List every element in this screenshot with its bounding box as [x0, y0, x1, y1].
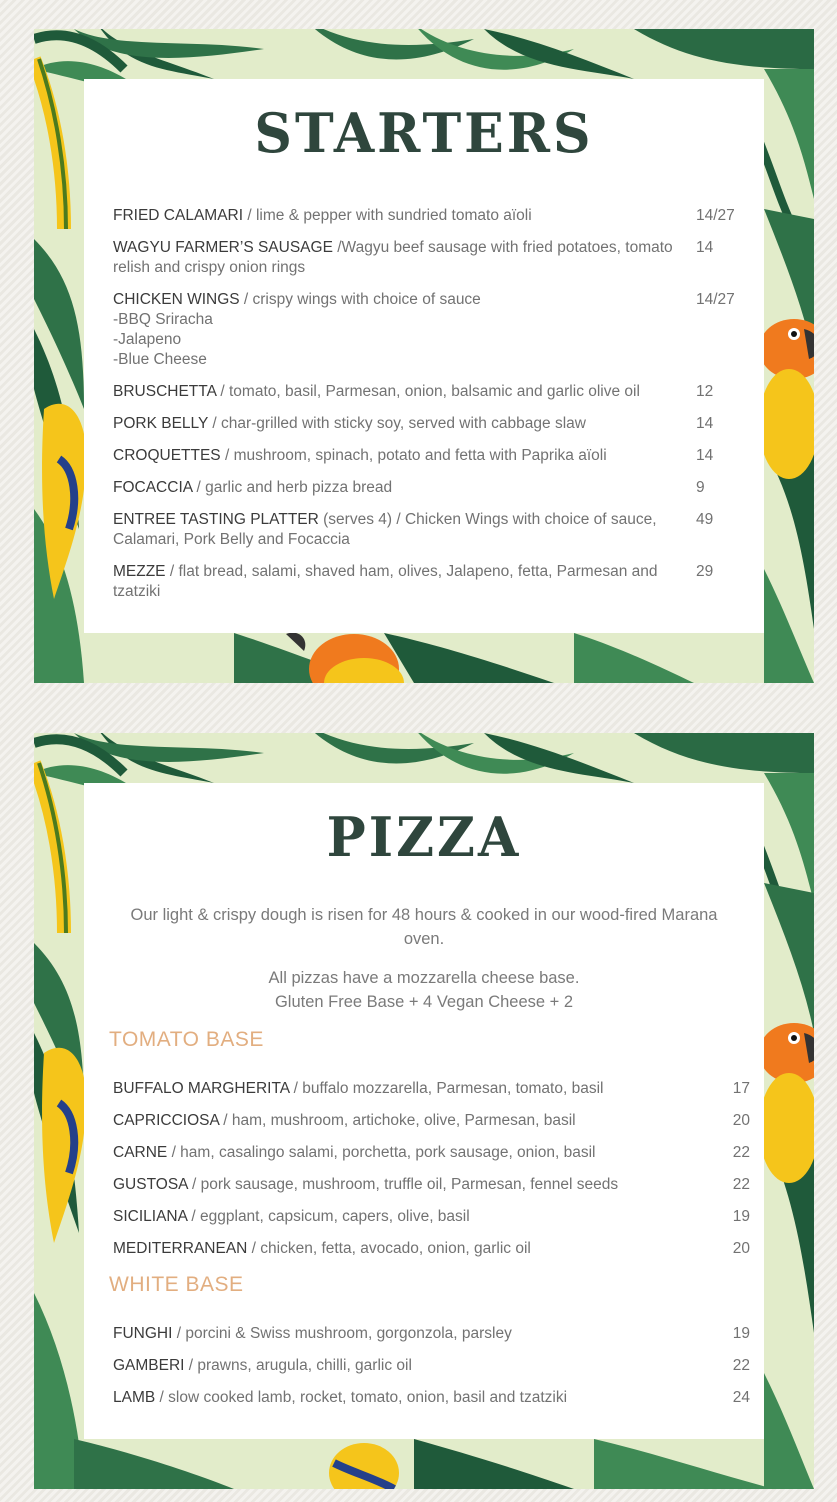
- menu-item-description: / ham, casalingo salami, porchetta, pork sausage, onion, basil: [167, 1144, 596, 1161]
- menu-item-price: 14/27: [696, 207, 735, 224]
- menu-item-price: 14: [696, 239, 714, 256]
- menu-item-description: / lime & pepper with sundried tomato aïoli: [243, 207, 532, 224]
- pizza-panel: [34, 733, 814, 1489]
- pizza-intro-dough: Our light & crispy dough is risen for 48 hours & cooked in our wood-fired Marana oven.: [130, 906, 718, 948]
- parrot-bottom: [329, 1443, 399, 1489]
- menu-item: [113, 1207, 753, 1227]
- menu-item-description: / buffalo mozzarella, Parmesan, tomato, basil: [289, 1080, 604, 1097]
- pizza-intro-extras: Gluten Free Base + 4 Vegan Cheese + 2: [274, 993, 574, 1011]
- pizza-intro-base: [114, 966, 734, 1014]
- menu-item-text: [113, 1175, 683, 1195]
- menu-item-description: / garlic and herb pizza bread: [192, 479, 393, 496]
- menu-item-description: / porcini & Swiss mushroom, gorgonzola, parsley: [172, 1325, 512, 1342]
- menu-item-description: / pork sausage, mushroom, truffle oil, Parmesan, fennel seeds: [187, 1176, 619, 1193]
- menu-item-price: 22: [732, 1176, 750, 1193]
- pizza-intro-base-line1: All pizzas have a mozzarella cheese base.: [268, 969, 580, 987]
- menu-item-text: [113, 1356, 683, 1376]
- menu-item-price: 12: [696, 383, 714, 400]
- menu-item: [113, 290, 753, 370]
- menu-item-name: FOCACCIA: [113, 479, 193, 496]
- menu-item-name: LAMB: [113, 1389, 156, 1406]
- menu-item-text: [113, 1207, 683, 1227]
- menu-item-text: [113, 290, 683, 370]
- menu-item-text: [113, 510, 683, 550]
- menu-item-price: 19: [732, 1325, 750, 1342]
- menu-item-price: 22: [732, 1357, 750, 1374]
- menu-item: [113, 1111, 753, 1131]
- menu-item-text: [113, 1388, 683, 1408]
- menu-item-name: CROQUETTES: [113, 447, 221, 464]
- menu-item-text: [113, 414, 683, 434]
- menu-item-text: [113, 1324, 683, 1344]
- menu-item-description: (serves 4) / Chicken Wings with choice of sauce, Calamari, Pork Belly and Focaccia: [113, 511, 657, 548]
- menu-item-description: / flat bread, salami, shaved ham, olives, Jalapeno, fetta, Parmesan and tzatziki: [113, 563, 658, 600]
- palm-leaf-top-center: [304, 29, 634, 79]
- starters-title: STARTERS: [254, 101, 594, 166]
- menu-item: [113, 414, 753, 434]
- palm-leaf-right: [764, 883, 814, 1489]
- menu-item-name: CAPRICCIOSA: [113, 1112, 219, 1129]
- menu-item-description: / tomato, basil, Parmesan, onion, balsamic and garlic olive oil: [216, 383, 640, 400]
- menu-item-description: / slow cooked lamb, rocket, tomato, onion, basil and tzatziki: [155, 1389, 568, 1406]
- menu-item: [113, 1356, 753, 1376]
- menu-item: [113, 238, 753, 278]
- menu-item: [113, 382, 753, 402]
- menu-item-name: PORK BELLY: [113, 415, 209, 432]
- menu-item-name: FUNGHI: [113, 1325, 173, 1342]
- menu-item: [113, 446, 753, 466]
- menu-item: [113, 562, 753, 602]
- menu-item-name: MEZZE: [113, 563, 166, 580]
- menu-item-text: [113, 562, 683, 602]
- menu-item: [113, 1079, 753, 1099]
- menu-item-description: / crispy wings with choice of sauce -BBQ Sriracha -Jalapeno -Blue Cheese: [113, 291, 481, 368]
- menu-item-price: 14: [696, 447, 714, 464]
- menu-item-price: 49: [696, 511, 714, 528]
- menu-item: [113, 478, 753, 498]
- menu-item-description: / prawns, arugula, chilli, garlic oil: [184, 1357, 412, 1374]
- menu-item-text: [113, 382, 683, 402]
- menu-item: [113, 510, 753, 550]
- menu-item-name: CARNE: [113, 1144, 168, 1161]
- menu-item-description: /Wagyu beef sausage with fried potatoes, tomato relish and crispy onion rings: [113, 239, 673, 276]
- menu-item-price: 20: [732, 1112, 750, 1129]
- menu-item-description: / ham, mushroom, artichoke, olive, Parmesan, basil: [218, 1112, 576, 1129]
- menu-item-price: 9: [696, 479, 705, 496]
- tomato-base-heading: TOMATO BASE: [109, 1028, 264, 1051]
- parrot-right: [759, 1023, 814, 1183]
- menu-item-name: MEDITERRANEAN: [113, 1240, 248, 1257]
- menu-item-price: 22: [732, 1144, 750, 1161]
- menu-item-price: 20: [732, 1240, 750, 1257]
- white-base-heading: WHITE BASE: [109, 1273, 244, 1296]
- menu-item-description: / chicken, fetta, avocado, onion, garlic oil: [247, 1240, 531, 1257]
- menu-item-text: [113, 446, 683, 466]
- pizza-title: PIZZA: [326, 805, 522, 870]
- menu-item: [113, 1388, 753, 1408]
- starters-card: [84, 79, 764, 633]
- starters-panel: [34, 29, 814, 683]
- menu-item-text: [113, 1079, 683, 1099]
- menu-item-name: BRUSCHETTA: [113, 383, 217, 400]
- menu-item-description: / mushroom, spinach, potato and fetta with Paprika aïoli: [220, 447, 607, 464]
- menu-item-text: [113, 1143, 683, 1163]
- menu-item-text: [113, 238, 683, 278]
- menu-item-name: GAMBERI: [113, 1357, 185, 1374]
- menu-item-name: FRIED CALAMARI: [113, 207, 244, 224]
- menu-item-text: [113, 1111, 683, 1131]
- menu-item: [113, 1143, 753, 1163]
- menu-item-price: 19: [732, 1208, 750, 1225]
- menu-item-text: [113, 1239, 683, 1259]
- pizza-card: [84, 783, 764, 1439]
- menu-item: [113, 1324, 753, 1344]
- menu-item-price: 14/27: [696, 291, 735, 308]
- menu-item-name: ENTREE TASTING PLATTER: [113, 511, 319, 528]
- menu-item-price: 24: [732, 1389, 750, 1406]
- menu-item-name: BUFFALO MARGHERITA: [113, 1080, 290, 1097]
- menu-item-name: GUSTOSA: [113, 1176, 188, 1193]
- menu-item-price: 14: [696, 415, 714, 432]
- menu-item-price: 17: [732, 1080, 750, 1097]
- menu-item-name: SICILIANA: [113, 1208, 188, 1225]
- menu-item: [113, 206, 753, 226]
- palm-leaf-bottom: [74, 1439, 774, 1489]
- parrot-right: [759, 319, 814, 479]
- menu-item-price: 29: [696, 563, 714, 580]
- menu-item-description: / eggplant, capsicum, capers, olive, basil: [187, 1208, 470, 1225]
- menu-item: [113, 1175, 753, 1195]
- menu-item-text: [113, 206, 683, 226]
- menu-item-name: CHICKEN WINGS: [113, 291, 240, 308]
- menu-item-name: WAGYU FARMER’S SAUSAGE: [113, 239, 333, 256]
- menu-item-text: [113, 478, 683, 498]
- menu-item-description: / char-grilled with sticky soy, served with cabbage slaw: [208, 415, 586, 432]
- menu-item: [113, 1239, 753, 1259]
- palm-leaf-top-center: [304, 733, 634, 783]
